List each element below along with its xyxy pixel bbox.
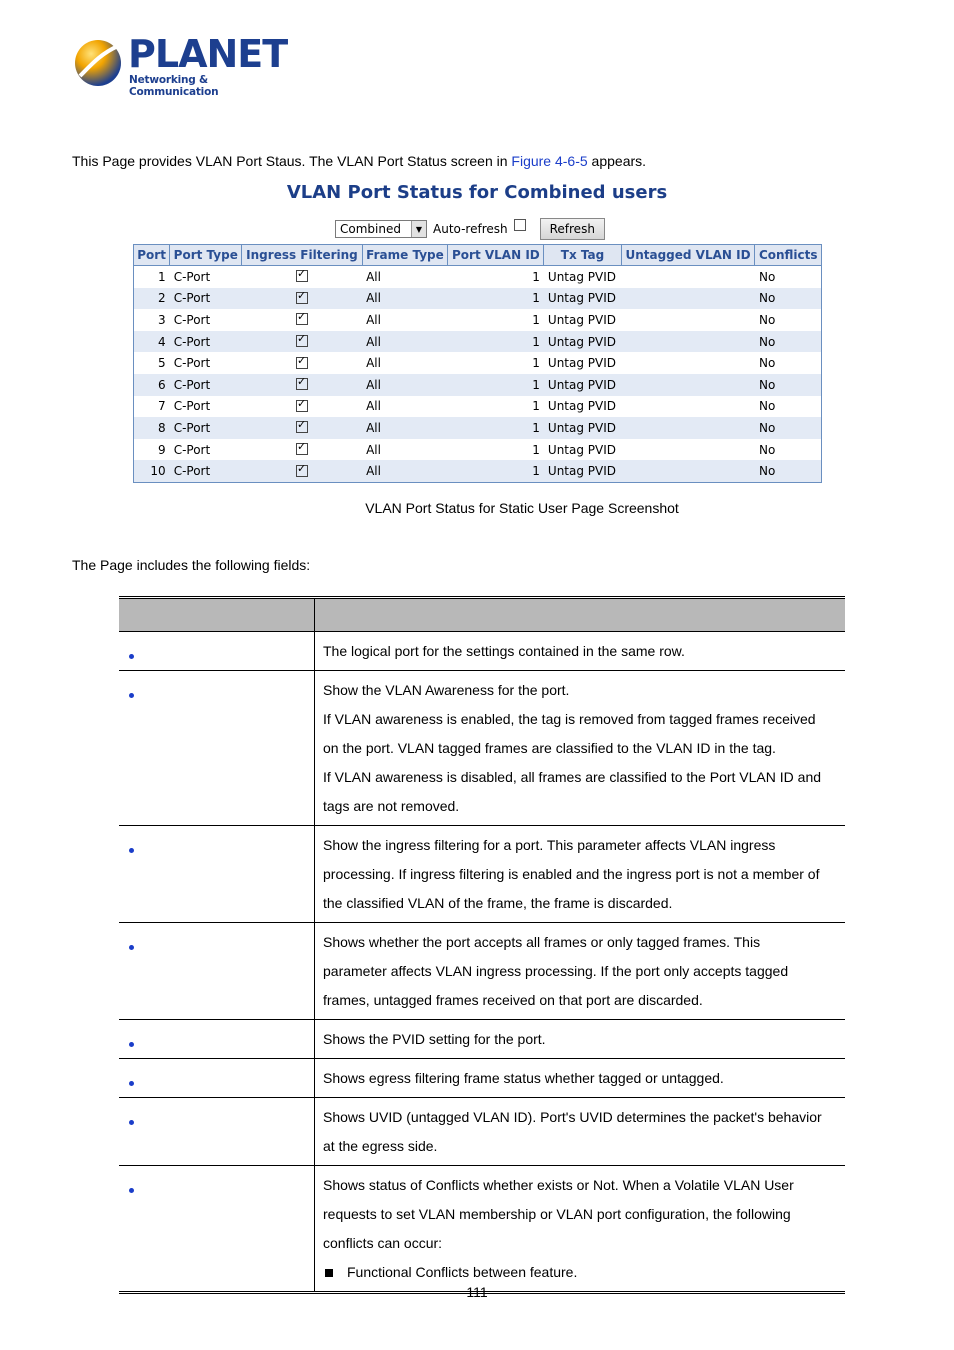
field-row bbox=[119, 671, 845, 826]
ingress-filtering-cell bbox=[242, 266, 362, 288]
description-line: on the port. VLAN tagged frames are classified to the VLAN ID in the tag. bbox=[323, 740, 776, 756]
screenshot-title: VLAN Port Status for Combined users bbox=[286, 182, 668, 203]
field-object-cell bbox=[119, 826, 315, 923]
tx-tag-cell: Untag PVID bbox=[547, 399, 617, 414]
port-cell: 3 bbox=[158, 312, 166, 327]
conflicts-cell: No bbox=[758, 399, 776, 414]
table-row bbox=[134, 266, 822, 288]
conflicts-cell: No bbox=[758, 312, 776, 327]
checked-checkbox-icon bbox=[296, 292, 308, 304]
logo-wordmark: PLANET bbox=[128, 32, 288, 76]
port-type-cell: C-Port bbox=[170, 460, 242, 482]
description-line: Shows the PVID setting for the port. bbox=[323, 1031, 546, 1047]
description-line: requests to set VLAN membership or VLAN port configuration, the following bbox=[323, 1206, 791, 1222]
bullet-icon bbox=[129, 945, 134, 950]
auto-refresh-label: Auto-refresh bbox=[433, 222, 508, 236]
frame-type-cell: All bbox=[366, 269, 381, 284]
frame-type-cell: All bbox=[366, 442, 381, 457]
planet-logo bbox=[72, 32, 288, 98]
frame-type-cell: All bbox=[362, 331, 448, 353]
frame-type-cell: All bbox=[362, 460, 448, 482]
field-object-cell bbox=[119, 1020, 315, 1059]
intro-before: This Page provides VLAN Port Staus. The VLAN Port Status screen in bbox=[72, 153, 512, 169]
port-vlan-id-cell: 1 bbox=[532, 356, 540, 371]
tx-tag-cell: Untag PVID bbox=[544, 417, 621, 439]
description-line: the classified VLAN of the frame, the frame is discarded. bbox=[323, 895, 673, 911]
port-vlan-id-cell: 1 bbox=[448, 288, 544, 310]
port-vlan-id-cell: 1 bbox=[532, 442, 540, 457]
description-line: Shows whether the port accepts all frames or only tagged frames. This bbox=[323, 934, 761, 950]
description-line: The logical port for the settings contained in the same row. bbox=[323, 643, 685, 659]
checked-checkbox-icon bbox=[296, 378, 308, 390]
checked-checkbox-icon bbox=[296, 421, 308, 433]
intro-text bbox=[72, 153, 646, 169]
user-select[interactable] bbox=[335, 220, 427, 238]
description-line: Shows UVID (untagged VLAN ID). Port's UVID determines the packet's behavior bbox=[323, 1109, 822, 1125]
ingress-filtering-cell bbox=[242, 439, 362, 461]
checked-checkbox-icon bbox=[296, 357, 308, 369]
tx-tag-cell: Untag PVID bbox=[544, 331, 621, 353]
checked-checkbox-icon bbox=[296, 335, 308, 347]
description-line: parameter affects VLAN ingress processing. If the port only accepts tagged bbox=[323, 963, 789, 979]
checked-checkbox-icon bbox=[296, 270, 308, 282]
bullet-icon bbox=[129, 1081, 134, 1086]
port-vlan-id-cell: 1 bbox=[448, 331, 544, 353]
port-cell: 8 bbox=[134, 417, 170, 439]
conflicts-cell: No bbox=[755, 460, 822, 482]
port-type-cell: C-Port bbox=[170, 331, 242, 353]
ingress-filtering-cell bbox=[242, 374, 362, 396]
column-header: Untagged VLAN ID bbox=[621, 245, 755, 266]
description-line: Show the VLAN Awareness for the port. bbox=[323, 682, 570, 698]
untagged-vlan-id-cell bbox=[621, 309, 755, 331]
field-object-cell bbox=[119, 671, 315, 826]
port-type-cell: C-Port bbox=[170, 288, 242, 310]
tx-tag-cell: Untag PVID bbox=[547, 269, 617, 284]
field-object-cell bbox=[119, 1059, 315, 1098]
chevron-down-icon: ▼ bbox=[411, 221, 426, 237]
ingress-filtering-cell bbox=[242, 288, 362, 310]
untagged-vlan-id-cell bbox=[621, 331, 755, 353]
description-line: at the egress side. bbox=[323, 1138, 438, 1154]
tx-tag-cell: Untag PVID bbox=[547, 312, 617, 327]
bullet-icon bbox=[129, 1188, 134, 1193]
port-cell: 1 bbox=[158, 269, 166, 284]
port-vlan-id-cell: 1 bbox=[448, 460, 544, 482]
ingress-filtering-cell bbox=[242, 352, 362, 374]
intro-after: appears. bbox=[587, 153, 647, 169]
conflicts-cell: No bbox=[758, 442, 776, 457]
vlan-port-status-table bbox=[133, 244, 822, 483]
column-header: Conflicts bbox=[755, 245, 822, 266]
column-header: Tx Tag bbox=[544, 245, 621, 266]
table-row bbox=[134, 331, 822, 353]
checked-checkbox-icon bbox=[296, 313, 308, 325]
conflicts-cell: No bbox=[755, 331, 822, 353]
ingress-filtering-cell bbox=[242, 331, 362, 353]
port-vlan-id-cell: 1 bbox=[532, 312, 540, 327]
bullet-icon bbox=[129, 1042, 134, 1047]
conflicts-cell: No bbox=[755, 374, 822, 396]
port-vlan-id-cell: 1 bbox=[532, 399, 540, 414]
table-row bbox=[134, 309, 822, 331]
field-row bbox=[119, 1059, 845, 1098]
field-description-cell bbox=[315, 826, 846, 923]
port-vlan-id-cell: 1 bbox=[448, 417, 544, 439]
page-number: 111 bbox=[466, 1284, 488, 1300]
ingress-filtering-cell bbox=[242, 396, 362, 418]
untagged-vlan-id-cell bbox=[621, 396, 755, 418]
port-vlan-id-cell: 1 bbox=[532, 269, 540, 284]
conflicts-cell: No bbox=[755, 417, 822, 439]
tx-tag-cell: Untag PVID bbox=[544, 460, 621, 482]
frame-type-cell: All bbox=[362, 288, 448, 310]
port-cell: 9 bbox=[158, 442, 166, 457]
port-type-cell: C-Port bbox=[173, 442, 211, 457]
auto-refresh-checkbox[interactable] bbox=[514, 219, 526, 231]
description-line: If VLAN awareness is enabled, the tag is removed from tagged frames received bbox=[323, 711, 816, 727]
tx-tag-cell: Untag PVID bbox=[544, 288, 621, 310]
description-line: frames, untagged frames received on that port are discarded. bbox=[323, 992, 703, 1008]
column-header: Port Type bbox=[170, 245, 242, 266]
port-type-cell: C-Port bbox=[170, 374, 242, 396]
bullet-icon bbox=[129, 654, 134, 659]
untagged-vlan-id-cell bbox=[621, 352, 755, 374]
checked-checkbox-icon bbox=[296, 465, 308, 477]
port-cell: 6 bbox=[134, 374, 170, 396]
port-cell: 5 bbox=[158, 356, 166, 371]
untagged-vlan-id-cell bbox=[621, 417, 755, 439]
ingress-filtering-cell bbox=[242, 309, 362, 331]
fields-intro: The Page includes the following fields: bbox=[72, 557, 311, 573]
port-type-cell: C-Port bbox=[173, 356, 211, 371]
square-bullet-icon bbox=[325, 1269, 333, 1277]
description-line: processing. If ingress filtering is enabled and the ingress port is not a member of bbox=[323, 866, 820, 882]
field-row bbox=[119, 1020, 845, 1059]
field-row bbox=[119, 1166, 845, 1293]
sub-item-text: Functional Conflicts between feature. bbox=[347, 1264, 578, 1280]
checked-checkbox-icon bbox=[296, 400, 308, 412]
fields-header-object bbox=[119, 598, 315, 632]
bullet-icon bbox=[129, 693, 134, 698]
port-cell: 7 bbox=[158, 399, 166, 414]
field-object-cell bbox=[119, 632, 315, 671]
port-type-cell: C-Port bbox=[173, 312, 211, 327]
port-type-cell: C-Port bbox=[170, 417, 242, 439]
bullet-icon bbox=[129, 848, 134, 853]
figure-link[interactable]: Figure 4-6-5 bbox=[511, 153, 588, 169]
field-row bbox=[119, 923, 845, 1020]
conflicts-cell: No bbox=[758, 356, 776, 371]
field-description-cell bbox=[315, 923, 846, 1020]
frame-type-cell: All bbox=[366, 356, 381, 371]
table-row bbox=[134, 460, 822, 482]
untagged-vlan-id-cell bbox=[621, 288, 755, 310]
tx-tag-cell: Untag PVID bbox=[547, 442, 617, 457]
conflicts-cell: No bbox=[755, 288, 822, 310]
frame-type-cell: All bbox=[362, 374, 448, 396]
port-vlan-id-cell: 1 bbox=[448, 374, 544, 396]
description-sub-item bbox=[323, 1258, 839, 1287]
field-description-cell bbox=[315, 671, 846, 826]
bullet-icon bbox=[129, 1120, 134, 1125]
description-line: tags are not removed. bbox=[323, 798, 460, 814]
figure-caption: VLAN Port Status for Static User Page Screenshot bbox=[365, 500, 679, 516]
controls-bar bbox=[335, 218, 605, 240]
port-cell: 4 bbox=[134, 331, 170, 353]
field-row bbox=[119, 826, 845, 923]
field-description-cell bbox=[315, 1059, 846, 1098]
untagged-vlan-id-cell bbox=[621, 266, 755, 288]
untagged-vlan-id-cell bbox=[621, 439, 755, 461]
fields-table bbox=[119, 596, 845, 1294]
field-object-cell bbox=[119, 1166, 315, 1293]
checked-checkbox-icon bbox=[296, 443, 308, 455]
table-row bbox=[134, 352, 822, 374]
field-object-cell bbox=[119, 923, 315, 1020]
fields-header-description bbox=[315, 598, 846, 632]
ingress-filtering-cell bbox=[242, 460, 362, 482]
table-row bbox=[134, 396, 822, 418]
table-row bbox=[134, 417, 822, 439]
field-row bbox=[119, 632, 845, 671]
frame-type-cell: All bbox=[366, 399, 381, 414]
description-line: conflicts can occur: bbox=[323, 1235, 443, 1251]
field-object-cell bbox=[119, 1098, 315, 1166]
description-line: If VLAN awareness is disabled, all frames are classified to the Port VLAN ID and bbox=[323, 769, 822, 785]
field-description-cell bbox=[315, 632, 846, 671]
port-cell: 10 bbox=[134, 460, 170, 482]
untagged-vlan-id-cell bbox=[621, 374, 755, 396]
refresh-button[interactable]: Refresh bbox=[540, 218, 605, 240]
description-line: Shows status of Conflicts whether exists or Not. When a Volatile VLAN User bbox=[323, 1177, 794, 1193]
table-row bbox=[134, 374, 822, 396]
description-line: Show the ingress filtering for a port. This parameter affects VLAN ingress bbox=[323, 837, 776, 853]
globe-icon bbox=[72, 36, 124, 88]
frame-type-cell: All bbox=[366, 312, 381, 327]
description-line: Shows egress filtering frame status whether tagged or untagged. bbox=[323, 1070, 724, 1086]
tx-tag-cell: Untag PVID bbox=[547, 356, 617, 371]
port-cell: 2 bbox=[134, 288, 170, 310]
table-row bbox=[134, 439, 822, 461]
column-header: Port VLAN ID bbox=[448, 245, 544, 266]
field-row bbox=[119, 1098, 845, 1166]
column-header: Ingress Filtering bbox=[242, 245, 362, 266]
user-select-value: Combined bbox=[340, 222, 401, 236]
port-type-cell: C-Port bbox=[173, 399, 211, 414]
field-description-cell bbox=[315, 1020, 846, 1059]
logo-tagline: Networking & Communication bbox=[129, 74, 219, 98]
untagged-vlan-id-cell bbox=[621, 460, 755, 482]
field-description-cell bbox=[315, 1166, 846, 1293]
column-header: Port bbox=[134, 245, 170, 266]
table-row bbox=[134, 288, 822, 310]
conflicts-cell: No bbox=[758, 269, 776, 284]
tx-tag-cell: Untag PVID bbox=[544, 374, 621, 396]
column-header: Frame Type bbox=[362, 245, 448, 266]
port-type-cell: C-Port bbox=[173, 269, 211, 284]
frame-type-cell: All bbox=[362, 417, 448, 439]
ingress-filtering-cell bbox=[242, 417, 362, 439]
field-description-cell bbox=[315, 1098, 846, 1166]
